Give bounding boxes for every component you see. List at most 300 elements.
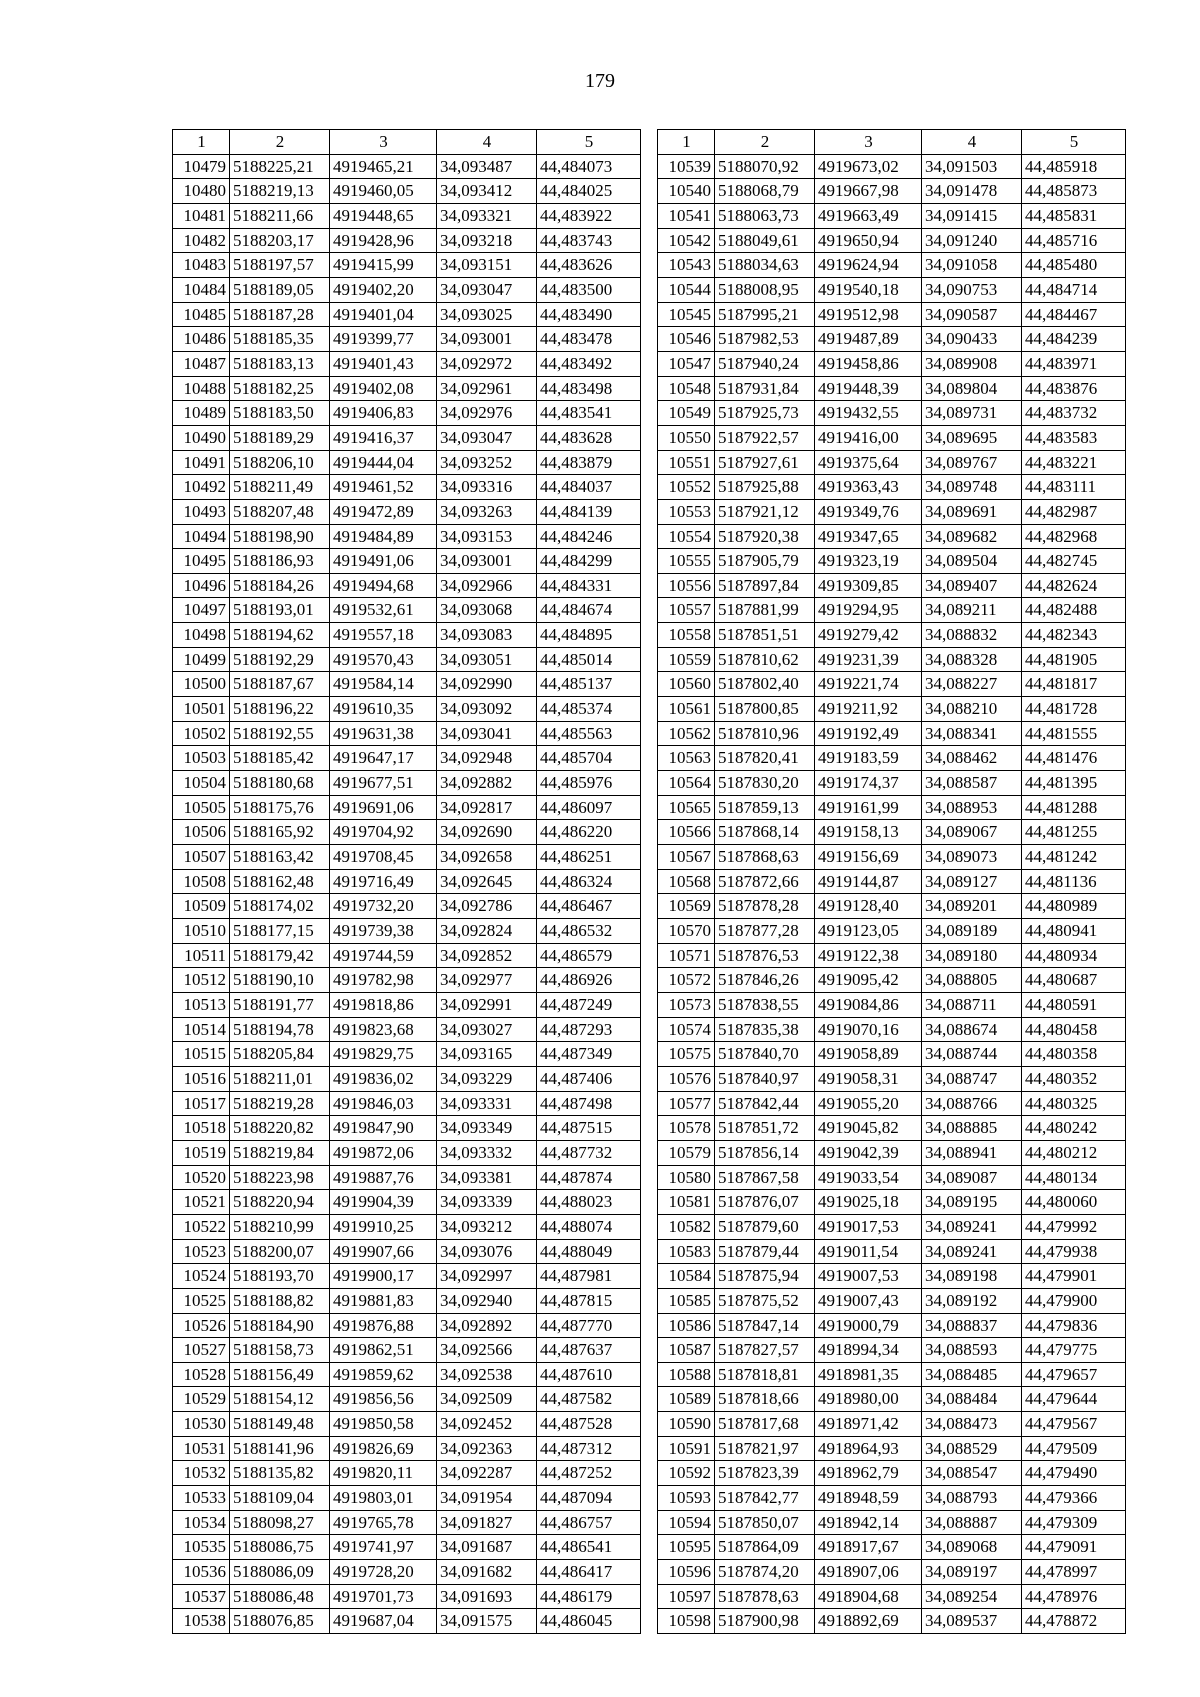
table-cell: 5187868,14	[715, 820, 815, 845]
table-cell: 34,090753	[922, 277, 1022, 302]
table-cell: 4919045,82	[815, 1116, 922, 1141]
table-cell: 4919461,52	[330, 475, 437, 500]
table-cell: 10507	[173, 845, 230, 870]
table-row	[173, 1288, 641, 1313]
table-cell: 4919716,49	[330, 869, 437, 894]
table-cell: 10551	[658, 450, 715, 475]
table-row	[173, 697, 641, 722]
table-cell: 10530	[173, 1412, 230, 1437]
table-cell: 4918981,35	[815, 1362, 922, 1387]
table-cell: 44,487249	[537, 992, 641, 1017]
table-cell: 44,483221	[1022, 450, 1126, 475]
table-cell: 4919055,20	[815, 1091, 922, 1116]
table-cell: 10505	[173, 795, 230, 820]
table-cell: 5187846,26	[715, 968, 815, 993]
table-cell: 4919161,99	[815, 795, 922, 820]
table-cell: 10514	[173, 1017, 230, 1042]
table-cell: 10566	[658, 820, 715, 845]
table-cell: 34,089127	[922, 869, 1022, 894]
table-cell: 10534	[173, 1510, 230, 1535]
table-cell: 4919624,94	[815, 253, 922, 278]
table-cell: 4919744,59	[330, 943, 437, 968]
table-row	[658, 795, 1126, 820]
table-cell: 5188184,90	[230, 1313, 330, 1338]
table-row	[173, 1264, 641, 1289]
table-cell: 34,089201	[922, 894, 1022, 919]
table-cell: 5188219,84	[230, 1140, 330, 1165]
table-cell: 5187818,66	[715, 1387, 815, 1412]
table-row	[173, 894, 641, 919]
table-cell: 5187875,94	[715, 1264, 815, 1289]
table-cell: 34,092538	[437, 1362, 537, 1387]
table-cell: 5188225,21	[230, 154, 330, 179]
table-cell: 4919557,18	[330, 623, 437, 648]
table-cell: 5188165,92	[230, 820, 330, 845]
table-cell: 4919673,02	[815, 154, 922, 179]
table-cell: 4919803,01	[330, 1486, 437, 1511]
table-cell: 44,485704	[537, 746, 641, 771]
table-row	[173, 1214, 641, 1239]
table-cell: 4919158,13	[815, 820, 922, 845]
table-cell: 4919347,65	[815, 524, 922, 549]
table-cell: 4919402,20	[330, 277, 437, 302]
table-row	[658, 425, 1126, 450]
table-row	[658, 1584, 1126, 1609]
table-cell: 10565	[658, 795, 715, 820]
table-cell: 5188086,09	[230, 1560, 330, 1585]
table-cell: 5187810,62	[715, 647, 815, 672]
table-cell: 4919448,65	[330, 203, 437, 228]
table-cell: 4919033,54	[815, 1165, 922, 1190]
table-cell: 4919144,87	[815, 869, 922, 894]
table-cell: 10546	[658, 327, 715, 352]
table-cell: 4919728,20	[330, 1560, 437, 1585]
table-cell: 10502	[173, 721, 230, 746]
table-row	[173, 1165, 641, 1190]
table-cell: 5187879,60	[715, 1214, 815, 1239]
table-cell: 5187872,66	[715, 869, 815, 894]
coordinate-table-left	[172, 129, 641, 1634]
table-cell: 5187868,63	[715, 845, 815, 870]
table-cell: 44,487981	[537, 1264, 641, 1289]
table-cell: 10531	[173, 1436, 230, 1461]
table-cell: 34,089731	[922, 401, 1022, 426]
table-cell: 10589	[658, 1387, 715, 1412]
table-cell: 34,092852	[437, 943, 537, 968]
table-row	[173, 820, 641, 845]
table-cell: 44,483490	[537, 302, 641, 327]
table-row	[173, 1387, 641, 1412]
table-row	[658, 820, 1126, 845]
table-cell: 34,091503	[922, 154, 1022, 179]
table-row	[173, 1362, 641, 1387]
table-cell: 10561	[658, 697, 715, 722]
table-cell: 4919323,19	[815, 549, 922, 574]
table-cell: 44,487610	[537, 1362, 641, 1387]
table-cell: 10539	[658, 154, 715, 179]
table-cell: 44,487582	[537, 1387, 641, 1412]
table-cell: 10545	[658, 302, 715, 327]
table-cell: 5187879,44	[715, 1239, 815, 1264]
table-cell: 4919231,39	[815, 647, 922, 672]
table-cell: 5187925,73	[715, 401, 815, 426]
table-cell: 10596	[658, 1560, 715, 1585]
table-cell: 4919881,83	[330, 1288, 437, 1313]
table-cell: 4919484,89	[330, 524, 437, 549]
table-cell: 44,482488	[1022, 598, 1126, 623]
table-cell: 5188203,17	[230, 228, 330, 253]
table-row	[658, 450, 1126, 475]
table-cell: 10586	[658, 1313, 715, 1338]
table-row	[658, 1091, 1126, 1116]
table-cell: 4918917,67	[815, 1535, 922, 1560]
table-cell: 10482	[173, 228, 230, 253]
table-cell: 34,092690	[437, 820, 537, 845]
table-cell: 4919570,43	[330, 647, 437, 672]
table-cell: 34,089192	[922, 1288, 1022, 1313]
table-cell: 4919910,25	[330, 1214, 437, 1239]
table-cell: 44,479938	[1022, 1239, 1126, 1264]
table-cell: 4919221,74	[815, 672, 922, 697]
table-cell: 34,092645	[437, 869, 537, 894]
table-cell: 34,093321	[437, 203, 537, 228]
table-row	[173, 154, 641, 179]
table-cell: 34,088462	[922, 746, 1022, 771]
table-cell: 34,089189	[922, 919, 1022, 944]
table-cell: 5188034,63	[715, 253, 815, 278]
table-cell: 5188183,50	[230, 401, 330, 426]
table-cell: 5187867,58	[715, 1165, 815, 1190]
table-cell: 10523	[173, 1239, 230, 1264]
table-cell: 4919701,73	[330, 1584, 437, 1609]
table-cell: 34,089241	[922, 1239, 1022, 1264]
table-cell: 44,479992	[1022, 1214, 1126, 1239]
table-cell: 34,089748	[922, 475, 1022, 500]
table-cell: 44,487515	[537, 1116, 641, 1141]
table-cell: 44,479366	[1022, 1486, 1126, 1511]
table-cell: 44,486045	[537, 1609, 641, 1634]
table-cell: 34,088744	[922, 1042, 1022, 1067]
table-cell: 34,093218	[437, 228, 537, 253]
column-header: 5	[1022, 130, 1126, 155]
table-row	[173, 672, 641, 697]
table-cell: 34,093151	[437, 253, 537, 278]
table-cell: 44,482343	[1022, 623, 1126, 648]
table-cell: 34,092961	[437, 376, 537, 401]
table-cell: 10517	[173, 1091, 230, 1116]
table-cell: 44,484073	[537, 154, 641, 179]
table-cell: 10490	[173, 425, 230, 450]
table-cell: 34,093316	[437, 475, 537, 500]
table-row	[658, 1042, 1126, 1067]
table-cell: 5187877,28	[715, 919, 815, 944]
table-cell: 4919460,05	[330, 179, 437, 204]
table-cell: 34,092658	[437, 845, 537, 870]
table-cell: 10582	[658, 1214, 715, 1239]
table-cell: 34,092991	[437, 992, 537, 1017]
table-cell: 4919042,39	[815, 1140, 922, 1165]
table-cell: 34,093153	[437, 524, 537, 549]
table-cell: 10547	[658, 351, 715, 376]
table-row	[658, 154, 1126, 179]
table-cell: 5188163,42	[230, 845, 330, 870]
table-row	[173, 869, 641, 894]
table-row	[658, 894, 1126, 919]
table-cell: 10552	[658, 475, 715, 500]
table-cell: 4919000,79	[815, 1313, 922, 1338]
table-row	[173, 1609, 641, 1634]
table-cell: 10526	[173, 1313, 230, 1338]
table-cell: 4918892,69	[815, 1609, 922, 1634]
table-cell: 10587	[658, 1338, 715, 1363]
table-cell: 5188185,42	[230, 746, 330, 771]
table-cell: 34,092287	[437, 1461, 537, 1486]
table-cell: 4919856,56	[330, 1387, 437, 1412]
table-row	[658, 1140, 1126, 1165]
table-cell: 44,486220	[537, 820, 641, 845]
table-cell: 34,093263	[437, 499, 537, 524]
table-cell: 44,479490	[1022, 1461, 1126, 1486]
table-cell: 44,486579	[537, 943, 641, 968]
table-cell: 5187927,61	[715, 450, 815, 475]
table-cell: 5188198,90	[230, 524, 330, 549]
table-cell: 34,093349	[437, 1116, 537, 1141]
table-cell: 4919732,20	[330, 894, 437, 919]
table-cell: 10525	[173, 1288, 230, 1313]
table-cell: 34,091058	[922, 253, 1022, 278]
table-row	[173, 845, 641, 870]
table-cell: 34,089073	[922, 845, 1022, 870]
table-cell: 44,486757	[537, 1510, 641, 1535]
table-cell: 34,091682	[437, 1560, 537, 1585]
table-cell: 4919823,68	[330, 1017, 437, 1042]
table-cell: 34,093001	[437, 327, 537, 352]
table-cell: 10575	[658, 1042, 715, 1067]
table-cell: 34,088593	[922, 1338, 1022, 1363]
table-row	[173, 1091, 641, 1116]
table-cell: 4919416,00	[815, 425, 922, 450]
table-cell: 10496	[173, 573, 230, 598]
table-cell: 10580	[658, 1165, 715, 1190]
table-cell: 34,093165	[437, 1042, 537, 1067]
table-row	[658, 1165, 1126, 1190]
table-cell: 34,092824	[437, 919, 537, 944]
table-row	[173, 302, 641, 327]
table-cell: 34,093041	[437, 721, 537, 746]
table-cell: 34,092990	[437, 672, 537, 697]
table-cell: 44,479775	[1022, 1338, 1126, 1363]
table-cell: 44,486417	[537, 1560, 641, 1585]
table-cell: 44,483111	[1022, 475, 1126, 500]
table-cell: 44,487293	[537, 1017, 641, 1042]
table-cell: 34,088766	[922, 1091, 1022, 1116]
table-cell: 5187842,77	[715, 1486, 815, 1511]
table-cell: 5188098,27	[230, 1510, 330, 1535]
table-cell: 44,478997	[1022, 1560, 1126, 1585]
table-cell: 44,483876	[1022, 376, 1126, 401]
table-cell: 5188219,28	[230, 1091, 330, 1116]
table-row	[173, 1338, 641, 1363]
table-row	[173, 1486, 641, 1511]
table-row	[658, 1609, 1126, 1634]
table-cell: 34,089068	[922, 1535, 1022, 1560]
table-cell: 10577	[658, 1091, 715, 1116]
table-cell: 34,093025	[437, 302, 537, 327]
table-cell: 44,487312	[537, 1436, 641, 1461]
table-cell: 5188086,75	[230, 1535, 330, 1560]
table-cell: 4918980,00	[815, 1387, 922, 1412]
table-cell: 10558	[658, 623, 715, 648]
table-cell: 10522	[173, 1214, 230, 1239]
table-cell: 34,091827	[437, 1510, 537, 1535]
table-cell: 34,090433	[922, 327, 1022, 352]
table-cell: 34,092977	[437, 968, 537, 993]
table-cell: 34,089407	[922, 573, 1022, 598]
table-cell: 4919128,40	[815, 894, 922, 919]
table-row	[658, 1017, 1126, 1042]
table-cell: 44,479657	[1022, 1362, 1126, 1387]
table-row	[658, 943, 1126, 968]
table-cell: 5188068,79	[715, 179, 815, 204]
table-cell: 5188211,49	[230, 475, 330, 500]
table-cell: 34,088793	[922, 1486, 1022, 1511]
table-cell: 4919900,17	[330, 1264, 437, 1289]
table-cell: 5188194,78	[230, 1017, 330, 1042]
table-cell: 44,480060	[1022, 1190, 1126, 1215]
table-cell: 10579	[658, 1140, 715, 1165]
table-cell: 10574	[658, 1017, 715, 1042]
table-row	[173, 401, 641, 426]
table-row	[173, 771, 641, 796]
table-cell: 34,092940	[437, 1288, 537, 1313]
table-row	[173, 1510, 641, 1535]
table-row	[658, 1288, 1126, 1313]
table-cell: 10564	[658, 771, 715, 796]
table-cell: 44,487732	[537, 1140, 641, 1165]
table-cell: 10524	[173, 1264, 230, 1289]
table-cell: 5187830,20	[715, 771, 815, 796]
table-row	[658, 623, 1126, 648]
table-cell: 4919741,97	[330, 1535, 437, 1560]
table-row	[658, 327, 1126, 352]
table-row	[658, 1560, 1126, 1585]
column-header: 3	[815, 130, 922, 155]
table-cell: 4919532,61	[330, 598, 437, 623]
table-cell: 34,089254	[922, 1584, 1022, 1609]
table-cell: 10479	[173, 154, 230, 179]
table-cell: 44,479509	[1022, 1436, 1126, 1461]
table-cell: 44,487498	[537, 1091, 641, 1116]
table-cell: 4919687,04	[330, 1609, 437, 1634]
table-cell: 5187897,84	[715, 573, 815, 598]
table-cell: 34,088328	[922, 647, 1022, 672]
table-cell: 44,480212	[1022, 1140, 1126, 1165]
table-row	[173, 1535, 641, 1560]
table-cell: 4919458,86	[815, 351, 922, 376]
table-cell: 5188194,62	[230, 623, 330, 648]
table-cell: 4919058,89	[815, 1042, 922, 1067]
table-cell: 34,088547	[922, 1461, 1022, 1486]
table-cell: 10488	[173, 376, 230, 401]
table-cell: 34,093027	[437, 1017, 537, 1042]
table-cell: 34,091415	[922, 203, 1022, 228]
table-cell: 34,088711	[922, 992, 1022, 1017]
table-cell: 34,092363	[437, 1436, 537, 1461]
table-row	[658, 253, 1126, 278]
table-cell: 5187859,13	[715, 795, 815, 820]
table-cell: 10489	[173, 401, 230, 426]
table-cell: 34,088210	[922, 697, 1022, 722]
table-cell: 44,482987	[1022, 499, 1126, 524]
table-cell: 10508	[173, 869, 230, 894]
table-cell: 5188211,66	[230, 203, 330, 228]
table-row	[173, 1017, 641, 1042]
table-cell: 10578	[658, 1116, 715, 1141]
table-cell: 4919007,43	[815, 1288, 922, 1313]
table-cell: 44,487252	[537, 1461, 641, 1486]
table-cell: 44,488049	[537, 1239, 641, 1264]
column-header: 5	[537, 130, 641, 155]
table-cell: 5188207,48	[230, 499, 330, 524]
table-cell: 4919465,21	[330, 154, 437, 179]
table-cell: 5188174,02	[230, 894, 330, 919]
table-cell: 4919859,62	[330, 1362, 437, 1387]
table-cell: 4918948,59	[815, 1486, 922, 1511]
table-cell: 4919025,18	[815, 1190, 922, 1215]
table-cell: 10597	[658, 1584, 715, 1609]
table-cell: 5188008,95	[715, 277, 815, 302]
table-cell: 5188197,57	[230, 253, 330, 278]
table-cell: 44,483879	[537, 450, 641, 475]
table-cell: 44,479567	[1022, 1412, 1126, 1437]
table-cell: 34,089211	[922, 598, 1022, 623]
table-cell: 10533	[173, 1486, 230, 1511]
table-cell: 10585	[658, 1288, 715, 1313]
table-cell: 5187842,44	[715, 1091, 815, 1116]
table-cell: 5188179,42	[230, 943, 330, 968]
table-row	[173, 1190, 641, 1215]
table-cell: 10512	[173, 968, 230, 993]
table-cell: 5188177,15	[230, 919, 330, 944]
table-cell: 4919904,39	[330, 1190, 437, 1215]
table-cell: 34,089504	[922, 549, 1022, 574]
table-cell: 34,088885	[922, 1116, 1022, 1141]
column-header: 2	[230, 130, 330, 155]
table-cell: 44,479309	[1022, 1510, 1126, 1535]
table-row	[173, 524, 641, 549]
table-cell: 10595	[658, 1535, 715, 1560]
table-cell: 44,484239	[1022, 327, 1126, 352]
table-cell: 10571	[658, 943, 715, 968]
table-row	[658, 1116, 1126, 1141]
table-cell: 5188070,92	[715, 154, 815, 179]
table-cell: 34,090587	[922, 302, 1022, 327]
table-cell: 44,487528	[537, 1412, 641, 1437]
table-cell: 44,483628	[537, 425, 641, 450]
table-cell: 4919610,35	[330, 697, 437, 722]
table-cell: 4919765,78	[330, 1510, 437, 1535]
table-cell: 44,485918	[1022, 154, 1126, 179]
table-cell: 44,479901	[1022, 1264, 1126, 1289]
table-cell: 34,093252	[437, 450, 537, 475]
table-cell: 10572	[658, 968, 715, 993]
table-cell: 44,486926	[537, 968, 641, 993]
table-row	[173, 1116, 641, 1141]
table-cell: 44,480458	[1022, 1017, 1126, 1042]
table-cell: 4919399,77	[330, 327, 437, 352]
table-cell: 34,089087	[922, 1165, 1022, 1190]
table-cell: 10520	[173, 1165, 230, 1190]
